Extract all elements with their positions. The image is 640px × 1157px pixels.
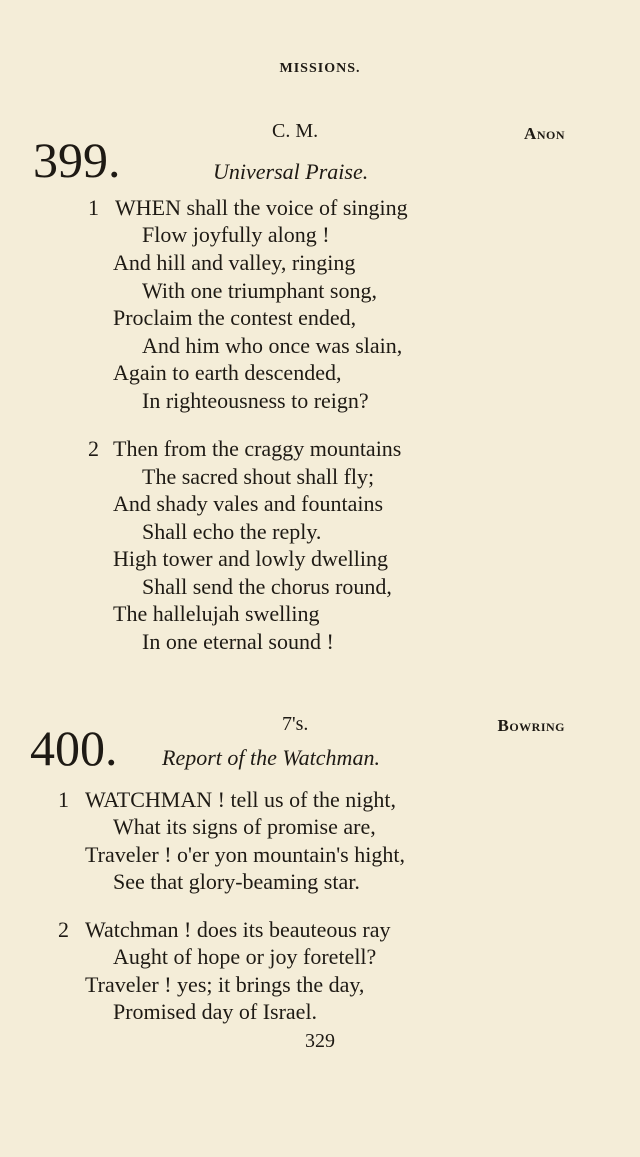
verse-line: Promised day of Israel.: [113, 999, 318, 1024]
verse-line: Aught of hope or joy foretell?: [113, 944, 377, 969]
hymn-composer: Anon: [524, 124, 565, 143]
verse-line: And him who once was slain,: [142, 333, 403, 358]
hymn-title: Universal Praise.: [213, 159, 369, 184]
verse-line: Again to earth descended,: [113, 360, 342, 385]
verse-line: See that glory-beaming star.: [113, 869, 360, 894]
hymn-composer: Bowring: [497, 716, 565, 735]
stanza-number: 2: [88, 436, 99, 461]
verse-line: In righteousness to reign?: [142, 388, 369, 413]
hymn-meter: 7's.: [282, 713, 309, 735]
verse-line: WHEN shall the voice of singing: [115, 195, 408, 220]
hymn-number: 399.: [33, 132, 121, 188]
verse-line: WATCHMAN ! tell us of the night,: [85, 787, 397, 812]
stanza-number: 1: [88, 195, 99, 220]
verse-line: The hallelujah swelling: [113, 601, 320, 626]
verse-line: Flow joyfully along !: [142, 222, 330, 247]
verse-line: What its signs of promise are,: [113, 814, 376, 839]
section-header: MISSIONS.: [279, 61, 361, 76]
verse-line: Shall echo the reply.: [142, 519, 322, 544]
verse-line: Traveler ! yes; it brings the day,: [85, 972, 365, 997]
verse-line: Watchman ! does its beauteous ray: [85, 917, 391, 942]
verse-line: With one triumphant song,: [142, 278, 377, 303]
stanza-number: 1: [58, 787, 69, 812]
verse-line: Shall send the chorus round,: [142, 574, 392, 599]
verse-line: And shady vales and fountains: [113, 491, 384, 516]
stanza-number: 2: [58, 917, 69, 942]
hymn-number: 400.: [30, 720, 118, 776]
verse-line: Traveler ! o'er yon mountain's hight,: [85, 842, 405, 867]
page-number: 329: [305, 1030, 335, 1052]
verse-line: High tower and lowly dwelling: [113, 546, 388, 571]
verse-line: And hill and valley, ringing: [113, 250, 356, 275]
verse-line: In one eternal sound !: [142, 629, 334, 654]
hymn-title: Report of the Watchman.: [162, 745, 380, 770]
verse-line: The sacred shout shall fly;: [142, 464, 375, 489]
hymn-meter: C. M.: [272, 120, 319, 142]
verse-line: Then from the craggy mountains: [113, 436, 402, 461]
verse-line: Proclaim the contest ended,: [113, 305, 357, 330]
